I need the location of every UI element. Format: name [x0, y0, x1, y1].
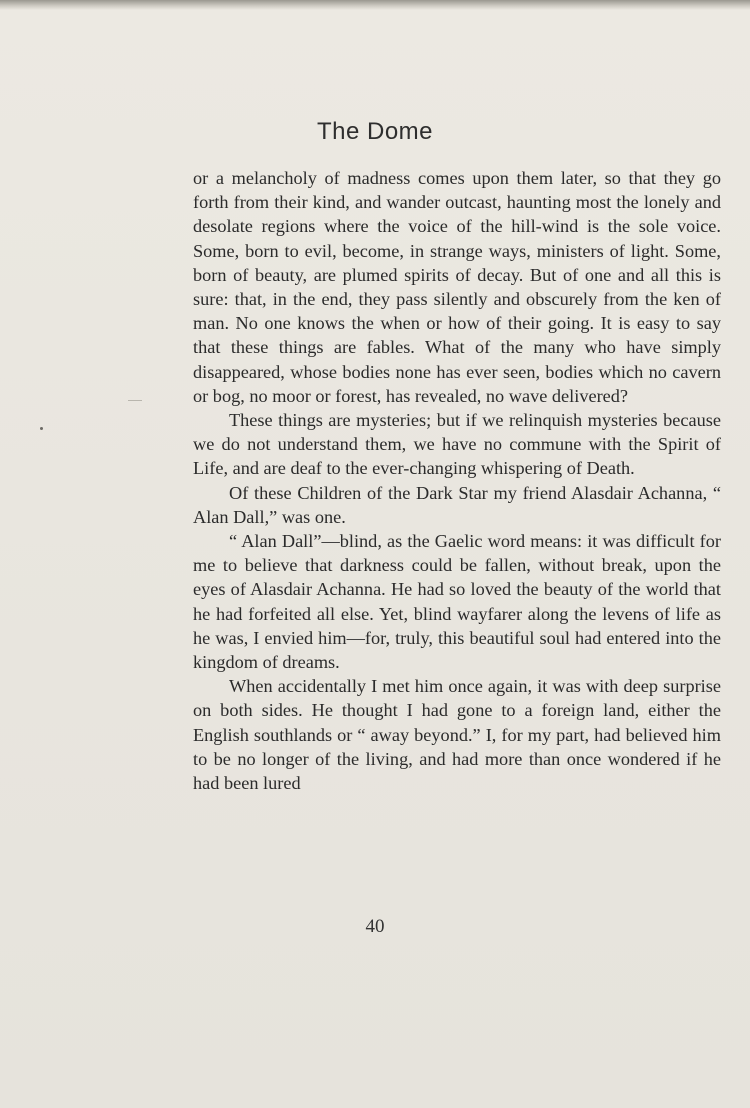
- paragraph-children-of-dark-star: Of these Children of the Dark Star my friend Alasdair Achanna, “ Alan Dall,” was one.: [193, 482, 721, 527]
- paragraph-met-again: When accidentally I met him once again, it was with deep surprise on both sides. He thought I had gone to a foreign land, either the English southlands or “ away beyond.” I, for my part, had believed him to be no longer of the living, and had more than once wondered if he had been lured: [193, 676, 721, 794]
- running-head: The Dome: [316, 118, 434, 145]
- page-number: 40: [365, 916, 385, 937]
- paper-speck: [40, 427, 43, 430]
- paragraph-continuation: or a melancholy of madness comes upon them later, so that they go forth from their kind, and wander outcast, haunting most the lonely and desolate regions where the voice of the hill-wind is the sole voice. Some, born to evil, become, in strange ways, ministers of light. Some, born of beauty, are plumed spirits of decay. But of one and all this is sure: that, in the end, they pass silently and obscurely from the ken of man. No one knows the when or how of their going. It is easy to say that these things are fables. What of the many who have simply disappeared, whose bodies none has ever seen, bodies which no cavern or bog, no moor or forest, has revealed, no wave delivered?: [193, 168, 721, 406]
- page-top-edge: [0, 0, 750, 10]
- margin-mark: [128, 400, 142, 401]
- paragraph-alan-dall: “ Alan Dall”—blind, as the Gaelic word means: it was difficult for me to believe that darkness could be fallen, without break, upon the eyes of Alasdair Achanna. He had so loved the beauty of the world that he had forfeited all else. Yet, blind wayfarer along the levens of life as he was, I envied him—for, truly, this beautiful soul had entered into the kingdom of dreams.: [193, 531, 721, 673]
- paragraph-mysteries: These things are mysteries; but if we relinquish mysteries because we do not understand them, we have no commune with the Spirit of Life, and are deaf to the ever-changing whispering of Death.: [193, 410, 721, 479]
- body-text: [193, 166, 721, 795]
